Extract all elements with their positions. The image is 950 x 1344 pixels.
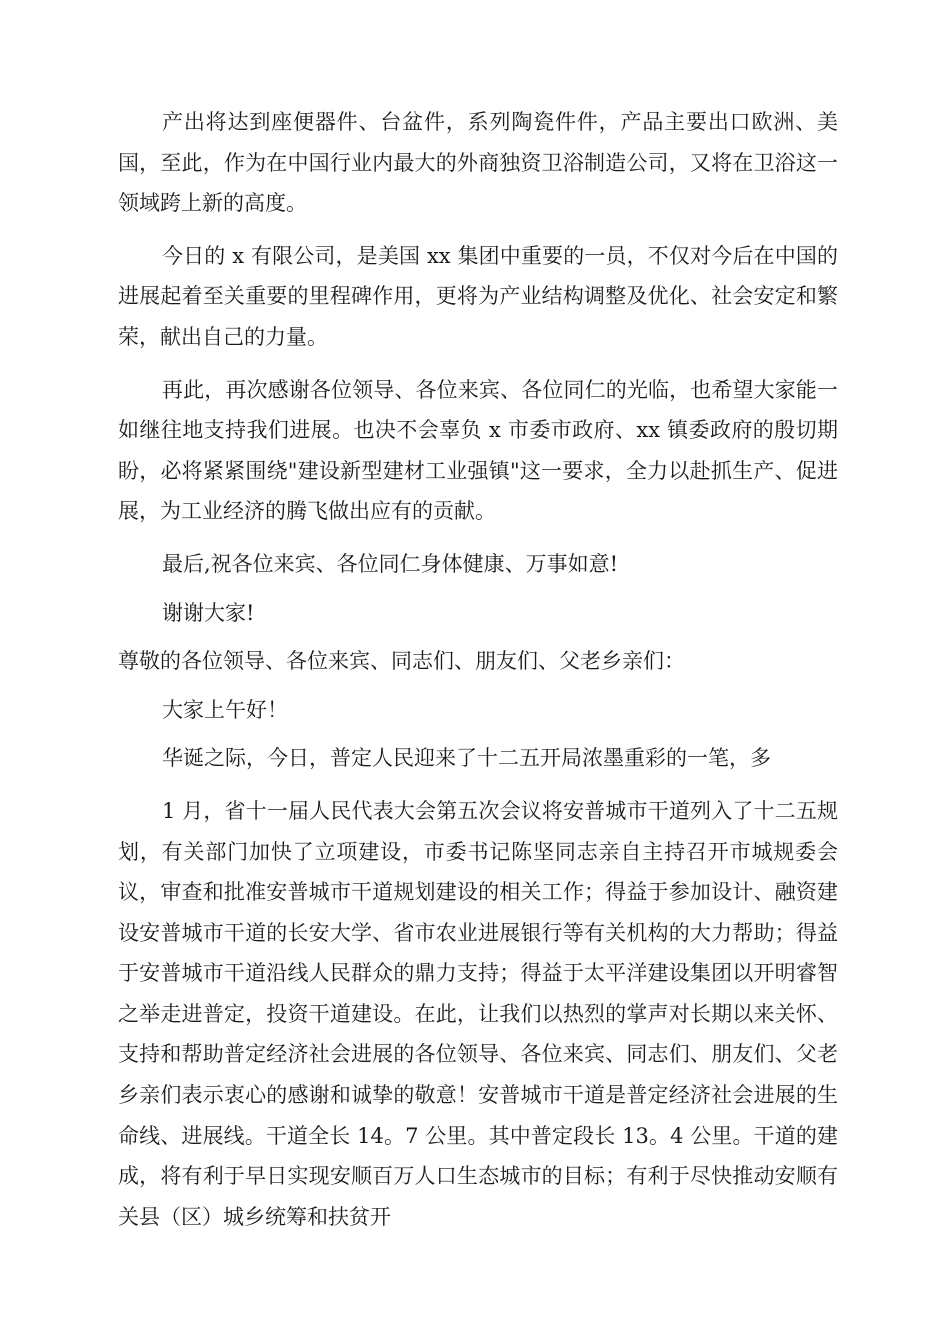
paragraph-greeting: 大家上午好！: [162, 697, 288, 722]
paragraph-thanks-support: 再此，再次感谢各位领导、各位来宾、各位同仁的光临，也希望大家能一如继往地支持我们进展。也决不会辜负 x 市委市政府、xx 镇委政府的殷切期盼，必将紧紧围绕"建设新型建材工业强镇"这一要求，全力以赴抓生产、促进展，为工业经济的腾飞做出应有的贡献。: [118, 377, 838, 524]
paragraph-closing-wishes: 最后,祝各位来宾、各位同仁身体健康、万事如意!: [162, 551, 619, 576]
paragraph-road-project: 1 月，省十一届人民代表大会第五次会议将安普城市干道列入了十二五规划，有关部门加快了立项建设，市委书记陈坚同志亲自主持召开市城规委会议，审查和批准安普城市干道规划建设的相关工作；得益于参加设计、融资建设安普城市干道的长安大学、省市农业进展银行等有关机构的大力帮助；得益于安普城市干道沿线人民群众的鼎力支持；得益于太平洋建设集团以开明睿智之举走进普定，投资干道建设。在此，让我们以热烈的掌声对长期以来关怀、支持和帮助普定经济社会进展的各位领导、各位来宾、同志们、朋友们、父老乡亲们表示衷心的感谢和诚挚的敬意！安普城市干道是普定经济社会进展的生命线、进展线。干道全长 14。7 公里。其中普定段长 13。4 公里。干道的建成，将有利于早日实现安顺百万人口生态城市的目标；有利于尽快推动安顺有关县（区）城乡统筹和扶贫开: [118, 798, 838, 1229]
document-body: [118, 102, 838, 1249]
paragraph-production: 产出将达到座便器件、台盆件，系列陶瓷件件，产品主要出口欧洲、美国，至此，作为在中国行业内最大的外商独资卫浴制造公司，又将在卫浴这一领域跨上新的高度。: [118, 110, 838, 216]
paragraph-occasion: 华诞之际，今日，普定人民迎来了十二五开局浓墨重彩的一笔，多: [162, 746, 771, 771]
paragraph-salutation: 尊敬的各位领导、各位来宾、同志们、朋友们、父老乡亲们：: [118, 649, 685, 674]
paragraph-thank-you: 谢谢大家!: [162, 600, 255, 625]
paragraph-company: 今日的 x 有限公司，是美国 xx 集团中重要的一员，不仅对今后在中国的进展起着至关重要的里程碑作用，更将为产业结构调整及优化、社会安定和繁荣，献出自己的力量。: [118, 243, 838, 349]
